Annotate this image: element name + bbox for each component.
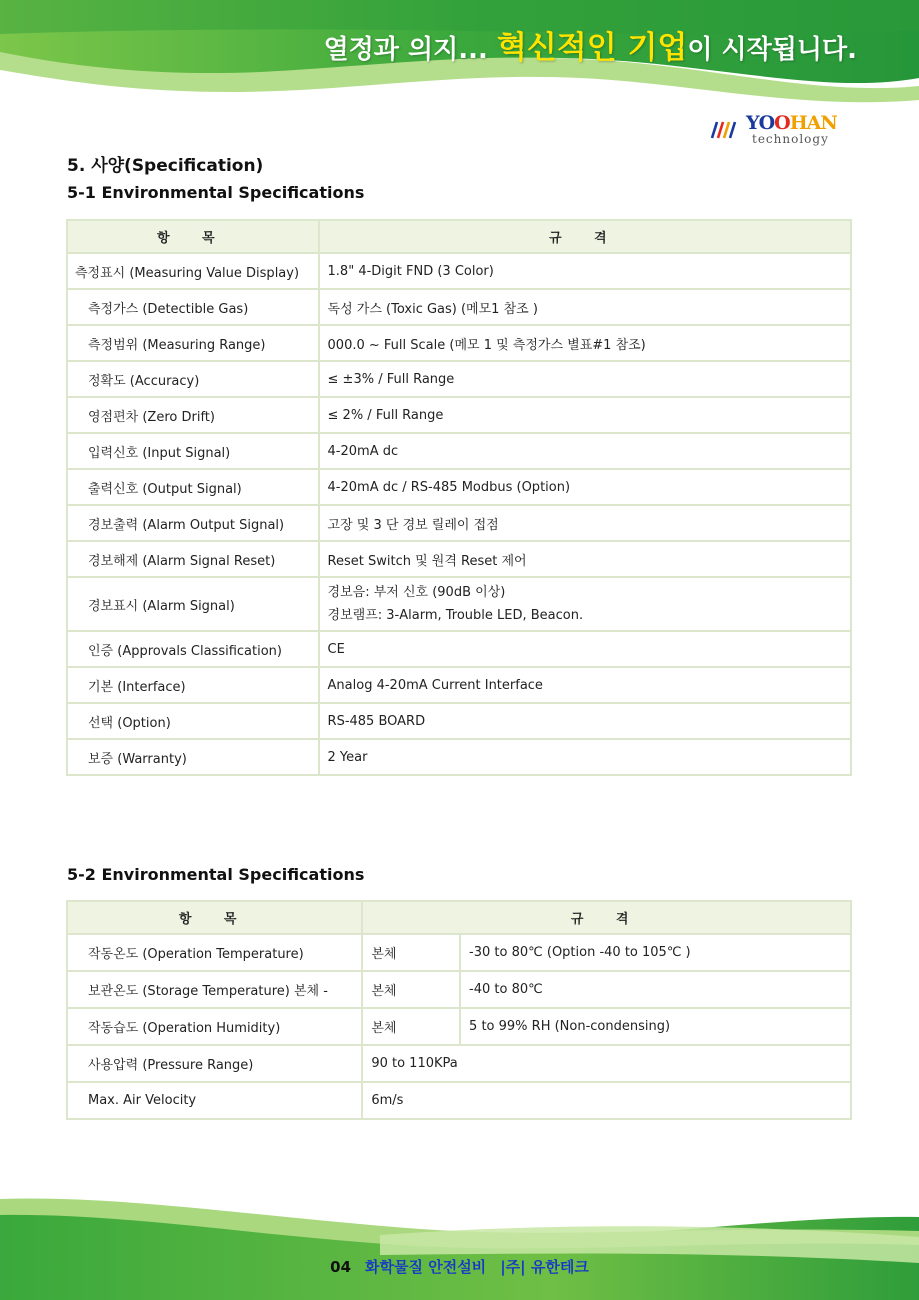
table-row	[67, 577, 851, 631]
row-label: 기본 (Interface)	[67, 667, 319, 703]
row-value: 4-20mA dc / RS-485 Modbus (Option)	[319, 469, 851, 505]
table2-title: 5-2 Environmental Specifications	[67, 865, 365, 884]
row-label: 인증 (Approvals Classification)	[67, 631, 319, 667]
table-row	[67, 703, 851, 739]
row-value: 고장 및 3 단 경보 릴레이 접점	[319, 505, 851, 541]
page-number: 04	[330, 1258, 352, 1276]
footer-company: |주| 유한테크	[500, 1258, 589, 1276]
table-row	[67, 469, 851, 505]
row-value: 독성 가스 (Toxic Gas) (메모1 참조 )	[319, 289, 851, 325]
alarm-lamp-line: 경보램프: 3-Alarm, Trouble LED, Beacon.	[327, 608, 584, 623]
row-value	[319, 577, 851, 631]
row-label: 영점편차 (Zero Drift)	[67, 397, 319, 433]
slogan-highlight: 혁신적인 기업	[496, 30, 688, 66]
row-value: 5 to 99% RH (Non-condensing)	[460, 1008, 851, 1045]
company-logo	[708, 112, 853, 148]
table-row	[67, 739, 851, 775]
table-row	[67, 631, 851, 667]
table-row	[67, 505, 851, 541]
row-label: 작동온도 (Operation Temperature)	[67, 934, 362, 971]
row-label: 보관온도 (Storage Temperature) 본체 -	[67, 971, 362, 1008]
row-sub-label: 본체	[362, 1008, 460, 1045]
row-value: ≤ 2% / Full Range	[319, 397, 851, 433]
row-label: 선택 (Option)	[67, 703, 319, 739]
spec-table-1	[66, 219, 852, 776]
table-row	[67, 361, 851, 397]
footer-wave-graphic	[0, 1195, 919, 1300]
table-row	[67, 325, 851, 361]
row-label: 경보표시 (Alarm Signal)	[67, 577, 319, 631]
logo-subtitle: technology	[752, 132, 829, 146]
header-banner	[0, 0, 919, 110]
table-row	[67, 667, 851, 703]
slogan-suffix: 이 시작됩니다.	[687, 35, 857, 65]
table-header-row	[67, 901, 851, 934]
row-label: Max. Air Velocity	[67, 1082, 362, 1119]
row-label: 사용압력 (Pressure Range)	[67, 1045, 362, 1082]
table-row	[67, 1082, 851, 1119]
row-sub-label: 본체	[362, 971, 460, 1008]
header-slogan	[324, 22, 857, 67]
footer-text	[0, 1256, 919, 1277]
row-value: 6m/s	[362, 1082, 851, 1119]
row-value: 4-20mA dc	[319, 433, 851, 469]
table-row	[67, 1045, 851, 1082]
row-value: CE	[319, 631, 851, 667]
col-header-item: 항 목	[67, 220, 319, 253]
row-label: 경보해제 (Alarm Signal Reset)	[67, 541, 319, 577]
row-value: 90 to 110KPa	[362, 1045, 851, 1082]
footer-title: 화학물질 안전설비	[365, 1258, 487, 1276]
row-value: -30 to 80℃ (Option -40 to 105℃ )	[460, 934, 851, 971]
row-value: Reset Switch 및 원격 Reset 제어	[319, 541, 851, 577]
row-label: 측정범위 (Measuring Range)	[67, 325, 319, 361]
logo-stripes-icon	[708, 118, 742, 140]
table-row	[67, 433, 851, 469]
row-value: 1.8" 4-Digit FND (3 Color)	[319, 253, 851, 289]
table1-title: 5-1 Environmental Specifications	[67, 183, 365, 202]
row-value: Analog 4-20mA Current Interface	[319, 667, 851, 703]
row-label: 출력신호 (Output Signal)	[67, 469, 319, 505]
table-row	[67, 541, 851, 577]
row-label: 보증 (Warranty)	[67, 739, 319, 775]
table-row	[67, 971, 851, 1008]
spec-table-2	[66, 900, 852, 1120]
table-header-row	[67, 220, 851, 253]
section-title: 5. 사양(Specification)	[67, 156, 264, 176]
row-value: ≤ ±3% / Full Range	[319, 361, 851, 397]
table-row	[67, 1008, 851, 1045]
row-value: 2 Year	[319, 739, 851, 775]
row-value: RS-485 BOARD	[319, 703, 851, 739]
row-label: 입력신호 (Input Signal)	[67, 433, 319, 469]
col-header-item: 항 목	[67, 901, 362, 934]
table-row	[67, 397, 851, 433]
table-row	[67, 253, 851, 289]
row-label: 작동습도 (Operation Humidity)	[67, 1008, 362, 1045]
slogan-prefix: 열정과 의지...	[323, 35, 497, 65]
row-value: 000.0 ~ Full Scale (메모 1 및 측정가스 별표#1 참조)	[319, 325, 851, 361]
col-header-spec: 규 격	[319, 220, 851, 253]
row-sub-label: 본체	[362, 934, 460, 971]
row-label: 경보출력 (Alarm Output Signal)	[67, 505, 319, 541]
logo-wordmark: YOOHAN	[746, 112, 837, 134]
alarm-sound-line: 경보음: 부저 신호 (90dB 이상)	[327, 585, 506, 600]
col-header-spec: 규 격	[362, 901, 851, 934]
table-row	[67, 289, 851, 325]
row-label: 측정표시 (Measuring Value Display)	[67, 253, 319, 289]
row-label: 측정가스 (Detectible Gas)	[67, 289, 319, 325]
table-row	[67, 934, 851, 971]
row-value: -40 to 80℃	[460, 971, 851, 1008]
footer-banner	[0, 1195, 919, 1300]
row-label: 정확도 (Accuracy)	[67, 361, 319, 397]
